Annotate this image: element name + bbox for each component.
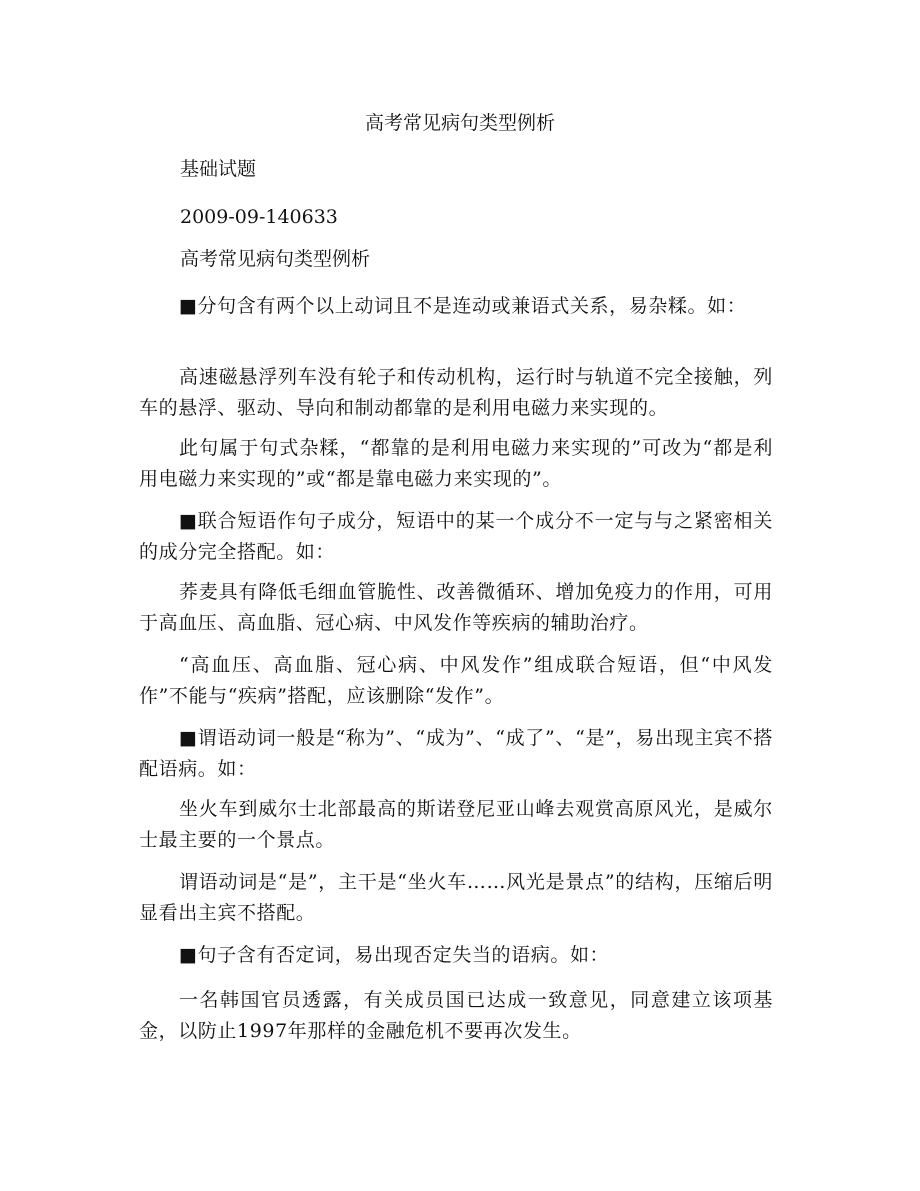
paragraph-analysis-3: 谓语动词是“是”，主干是“坐火车……风光是景点”的结构，压缩后明显看出主宾不搭配。 [139, 871, 773, 924]
paragraph-analysis-1: 此句属于句式杂糅，“都靠的是利用电磁力来实现的”可改为“都是利用电磁力来实现的”或“都是靠电磁力来实现的”。 [139, 437, 773, 490]
document-title: 高考常见病句类型例析 [364, 112, 555, 134]
paragraph-rule-4: ■句子含有否定词，易出现否定失当的语病。如： [179, 944, 610, 966]
category-label: 基础试题 [180, 158, 257, 180]
paragraph-example-1: 高速磁悬浮列车没有轮子和传动机构，运行时与轨道不完全接触，列车的悬浮、驱动、导向和制动都靠的是利用电磁力来实现的。 [139, 366, 773, 419]
paragraph-example-2: 荞麦具有降低毛细血管脆性、改善微循环、增加免疫力的作用，可用于高血压、高血脂、冠心病、中风发作等疾病的辅助治疗。 [139, 581, 773, 634]
section-subtitle: 高考常见病句类型例析 [180, 248, 371, 270]
paragraph-rule-3: ■谓语动词一般是“称为”、“成为”、“成了”、“是”，易出现主宾不搭配语病。如： [139, 727, 773, 780]
paragraph-example-3: 坐火车到威尔士北部最高的斯诺登尼亚山峰去观赏高原风光，是威尔士最主要的一个景点。 [139, 798, 773, 851]
paragraph-analysis-2: “高血压、高血脂、冠心病、中风发作”组成联合短语，但“中风发作”不能与“疾病”搭配，应该删除“发作”。 [139, 654, 773, 707]
document-id: 2009-09-140633 [180, 206, 338, 228]
paragraph-example-4: 一名韩国官员透露，有关成员国已达成一致意见，同意建立该项基金，以防止1997年那样的金融危机不要再次发生。 [139, 989, 773, 1042]
paragraph-rule-1: ■分句含有两个以上动词且不是连动或兼语式关系，易杂糅。如： [179, 295, 747, 317]
paragraph-rule-2: ■联合短语作句子成分，短语中的某一个成分不一定与与之紧密相关的成分完全搭配。如： [139, 510, 773, 563]
